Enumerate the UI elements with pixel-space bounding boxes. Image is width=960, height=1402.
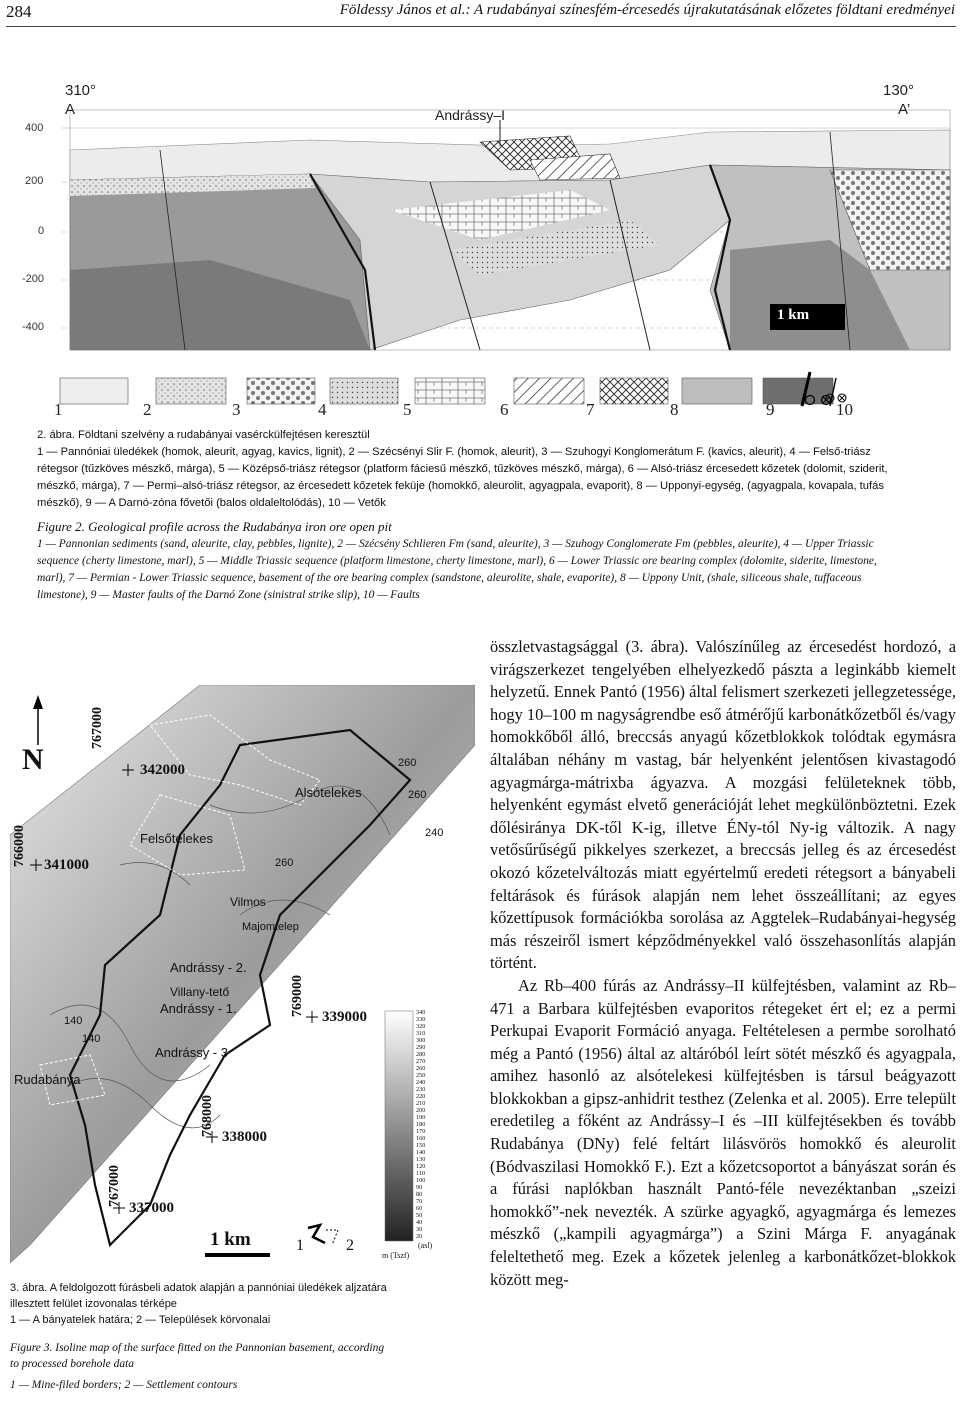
place-label: Villany-tető — [170, 985, 230, 999]
legend-num: 5 — [403, 400, 412, 419]
coord-label: 341000 — [44, 857, 89, 873]
color-scale-tick: 230 — [416, 1086, 426, 1093]
body-paragraph: Az Rb–400 fúrás az Andrássy–II külfejtésben, valamint az Rb–471 a Barbara külfejtésben evaporitos rétegeket ért el; ez a permi Perkupai Evaporit Formáció anyaga. Feltételesen a permbe sorolható még a Pantó (1956) által az altáróból leírt sötét mészkő és agyagpala, amihez hasonló az alsótelekesi külfejtésben is társul beágyazott blokkokban a gipsz-anhidrit testhez (Zelenka et al. 2005). Erre települt eredetileg a főként az Andrássy–I és –III külfejtésekben és tovább Rudabánya (DNy) felé feltárt lilásvörös homokkő és aleurolit (Bódvaszilasi Homokkő F.). Ezt a kőzetcsoportot a bányászat során és a fúrási naplókban használt Pantó-féle nevezéktanban „szeizi homokkő”-nek nevezték. A szürke agyagkő, agyagmárga és lemezes mészkő („kampili agyagmárga”) a Szini Márga F. anyagának feleltethető meg. Ezek a kőzetek jelenleg a karbonátkőzet-blokkok között meg- — [490, 975, 956, 1289]
legend-num: 3 — [232, 400, 241, 419]
figure2-caption-en-line: 1 — Pannonian sediments (sand, aleurite, clay, pebbles, lignite), 2 — Szécsény Schlieren Fm (sand, aleurite), 3 — Szuhogy Conglomerate Fm (pebbles, aleurite), 4 — Upper Triassic — [37, 538, 874, 550]
figure3-caption-hu-line: illesztett felület izovonalas térképe — [10, 1298, 177, 1310]
y-tick: 0 — [38, 225, 45, 237]
legend-num: 1 — [54, 400, 63, 419]
figure3-caption-hu-line: 1 — A bányatelek határa; 2 — Települések körvonalai — [10, 1314, 271, 1326]
figure2-caption-hu-line: mészkő), 9 — A Darnó-zóna fővetői (balos oldaleltolódás), 10 — Vetők — [37, 497, 386, 509]
coord-label-vertical: 768000 — [200, 1095, 215, 1137]
place-label: Alsótelekes — [295, 785, 362, 800]
color-scale-tick: 290 — [416, 1044, 426, 1051]
legend-num: 6 — [500, 400, 509, 419]
header-rule — [6, 26, 956, 27]
place-label: Vilmos — [230, 895, 266, 909]
coord-label: 338000 — [222, 1129, 267, 1145]
scale-unit: m (Tszf) — [382, 1251, 410, 1260]
color-scale-tick: 60 — [416, 1205, 423, 1212]
contour-label: 260 — [275, 857, 294, 869]
coord-label: 337000 — [129, 1200, 174, 1216]
page-header — [0, 0, 960, 26]
map-legend-num: 2 — [346, 1237, 354, 1254]
color-scale-tick: 220 — [416, 1093, 426, 1100]
coord-label-vertical: 767000 — [90, 707, 105, 749]
scale-unit: (asl) — [418, 1241, 433, 1250]
y-tick: 400 — [25, 122, 44, 134]
body-text-column — [490, 636, 956, 1291]
place-label: Andrássy - 1. — [160, 1001, 237, 1016]
color-scale-tick: 80 — [416, 1191, 423, 1198]
coord-label: 339000 — [322, 1009, 367, 1025]
figure3-caption-en-line: 1 — Mine-filed borders; 2 — Settlement contours — [10, 1379, 238, 1391]
color-scale-tick: 120 — [416, 1163, 426, 1170]
figure3-caption-en-title: Figure 3. Isoline map of the surface fitted on the Pannonian basement, according — [10, 1342, 385, 1354]
corner-right-label: A’ — [898, 101, 911, 118]
color-scale-tick: 240 — [416, 1079, 426, 1086]
place-label: Felsőtelekes — [140, 831, 213, 846]
corner-left-angle: 310° — [65, 82, 97, 99]
corner-right-angle: 130° — [883, 82, 915, 99]
color-scale-tick: 40 — [416, 1219, 423, 1226]
color-scale-tick: 30 — [416, 1226, 423, 1233]
map-scale-label: 1 km — [210, 1229, 251, 1250]
contour-label: 140 — [82, 1033, 101, 1045]
figure2-caption-en-line: sequence (cherty limestone, marl), 5 — Middle Triassic sequence (platform limestone, cherty limestone, marl), 6 — Lower Triassic ore bearing complex (dolomite, siderite, limestone, — [37, 555, 877, 567]
contour-label: 240 — [425, 827, 444, 839]
legend-num: 2 — [143, 400, 152, 419]
color-scale-tick: 300 — [416, 1037, 426, 1044]
scale-label: 1 km — [777, 307, 810, 323]
color-scale-tick: 140 — [416, 1149, 426, 1156]
color-scale-tick: 280 — [416, 1051, 426, 1058]
coord-label-vertical: 766000 — [12, 825, 27, 867]
color-scale-tick: 160 — [416, 1135, 426, 1142]
color-scale-tick: 50 — [416, 1212, 423, 1219]
geological-profile-figure — [10, 70, 955, 420]
figure3-caption-en-line: to processed borehole data — [10, 1358, 135, 1370]
north-label: N — [22, 743, 44, 776]
map-legend-num: 1 — [296, 1237, 304, 1254]
figure2-caption-hu-line: mészkő, márga), 7 — Permi–alsó-triász rétegsor, az ércesedett kőzetek feküje (homokkő, aleurolit, agyagpala, evaporit), 8 — Upponyi-egység, (agyagpala, kovapala, tufás — [37, 480, 884, 492]
contour-label: 260 — [398, 757, 417, 769]
y-tick: 200 — [25, 175, 44, 187]
color-scale-tick: 270 — [416, 1058, 426, 1065]
color-scale-tick: 170 — [416, 1128, 426, 1135]
color-scale-tick: 90 — [416, 1184, 423, 1191]
legend-num: 7 — [586, 400, 595, 419]
color-scale-tick: 310 — [416, 1030, 426, 1037]
color-scale-tick: 180 — [416, 1121, 426, 1128]
isoline-map-figure — [10, 685, 475, 1263]
coord-label-vertical: 769000 — [290, 975, 305, 1017]
coord-label-vertical: 767000 — [107, 1165, 122, 1207]
y-tick: -400 — [22, 321, 45, 333]
color-scale-tick: 20 — [416, 1233, 423, 1240]
corner-left-label: A — [65, 101, 76, 118]
figure2-caption-hu-line: 1 — Pannóniai üledékek (homok, aleurit, agyag, kavics, lignit), 2 — Szécsényi Slir F. (homok, aleurit), 3 — Szuhogyi Konglomerátum F. (kavics, aleurit), 4 — Felső-triász — [37, 446, 871, 458]
figure2-caption-hu-line: rétegsor (tűzköves mészkő, márga), 5 — Középső-triász rétegsor (platform fáciesű mészkő, tűzköves mészkő, márga), 6 — Alsó-triász ércesedett kőzetek (dolomit, sziderit, — [37, 463, 888, 475]
well-label: Andrássy–I — [435, 107, 506, 123]
page-number: 284 — [6, 2, 32, 21]
figure2-caption-en-line: limestone), 9 — Master faults of the Darnó Zone (sinistral strike slip), 10 — Faults — [37, 589, 420, 601]
body-paragraph: összletvastagsággal (3. ábra). Valószínűleg az ércesedést hordozó, a virágszerkezet tengelyében elhelyezkedő pászta a leginkább kiemelt helyzetű. Ennek Pantó (1956) által felismert szerkezeti jellegzetessége, hogy 10–100 m nagyságrendbe eső átmérőjű karbonátkőzetből és/vagy homokkőből álló, breccsás anyagú kőzetblokkok tolódtak egymásra általában néhány m vastag, bár helyenként jelentősen kivastagodó agyagmárga-mátrixba ágyazva. A mozgási felületeknek több, helyenként egymást elvető generációját lehet megkülönböztetni. Ezek dőlésiránya DK-től K-ig, illetve ÉNy-tól Ny-ig változik. A nagy vetősűrűségű pikkelyes szerkezet, a breccsás jelleg és az ércesedést okozó kőzetelváltozás miatt egyértelmű eredeti rétegsort a bányabeli feltárások és fúrások alapján nem lehet összeállítani; az egyes kőzettípusok formációkba sorolása az Aggtelek–Rudabányai-hegység más részeiről ismert képződményekkel való összehasonlítás alapján történt. — [490, 637, 956, 973]
color-scale-tick: 110 — [416, 1170, 426, 1177]
place-label: Majomtelep — [242, 921, 299, 933]
place-label: Andrássy - 3 — [155, 1045, 228, 1060]
legend-num: 8 — [670, 400, 679, 419]
contour-label: 140 — [64, 1015, 83, 1027]
figure3-caption-hu-title: 3. ábra. A feldolgozott fúrásbeli adatok alapján a pannóniai üledékek aljzatára — [10, 1282, 387, 1294]
color-scale-tick: 70 — [416, 1198, 423, 1205]
color-scale-tick: 150 — [416, 1142, 426, 1149]
color-scale-tick: 100 — [416, 1177, 426, 1184]
place-label: Andrássy - 2. — [170, 960, 247, 975]
legend-num: 4 — [318, 400, 327, 419]
figure2-caption-hu-title: 2. ábra. Földtani szelvény a rudabányai vasérckülfejtésen keresztül — [37, 429, 370, 441]
place-label: Rudabánya — [14, 1072, 81, 1087]
color-scale-tick: 130 — [416, 1156, 426, 1163]
figure2-caption-en-line: marl), 7 — Permian - Lower Triassic sequence, basement of the ore bearing complex (sandstone, aleurolite, shale, evaporite), 8 — Uppony Unit, (shale, siliceous shale, tuffaceous — [37, 572, 862, 584]
color-scale-tick: 210 — [416, 1100, 426, 1107]
legend-num: 9 — [766, 400, 775, 419]
color-scale-tick: 340 — [416, 1009, 426, 1016]
color-scale-tick: 260 — [416, 1065, 426, 1072]
legend-swatches — [60, 372, 846, 406]
color-scale-tick: 320 — [416, 1023, 426, 1030]
y-tick: -200 — [22, 273, 45, 285]
color-scale-tick: 200 — [416, 1107, 426, 1114]
contour-label: 260 — [408, 789, 427, 801]
color-scale-tick: 250 — [416, 1072, 426, 1079]
color-scale-labels — [416, 1009, 456, 1240]
color-scale-tick: 330 — [416, 1016, 426, 1023]
color-scale-tick: 190 — [416, 1114, 426, 1121]
coord-label: 342000 — [140, 762, 185, 778]
running-title: Földessy János et al.: A rudabányai színesfém-ércesedés újrakutatásának előzetes földtani eredményei — [339, 2, 955, 18]
figure2-caption-en-title: Figure 2. Geological profile across the Rudabánya iron ore open pit — [37, 519, 392, 534]
legend-num: 10 — [836, 400, 853, 419]
